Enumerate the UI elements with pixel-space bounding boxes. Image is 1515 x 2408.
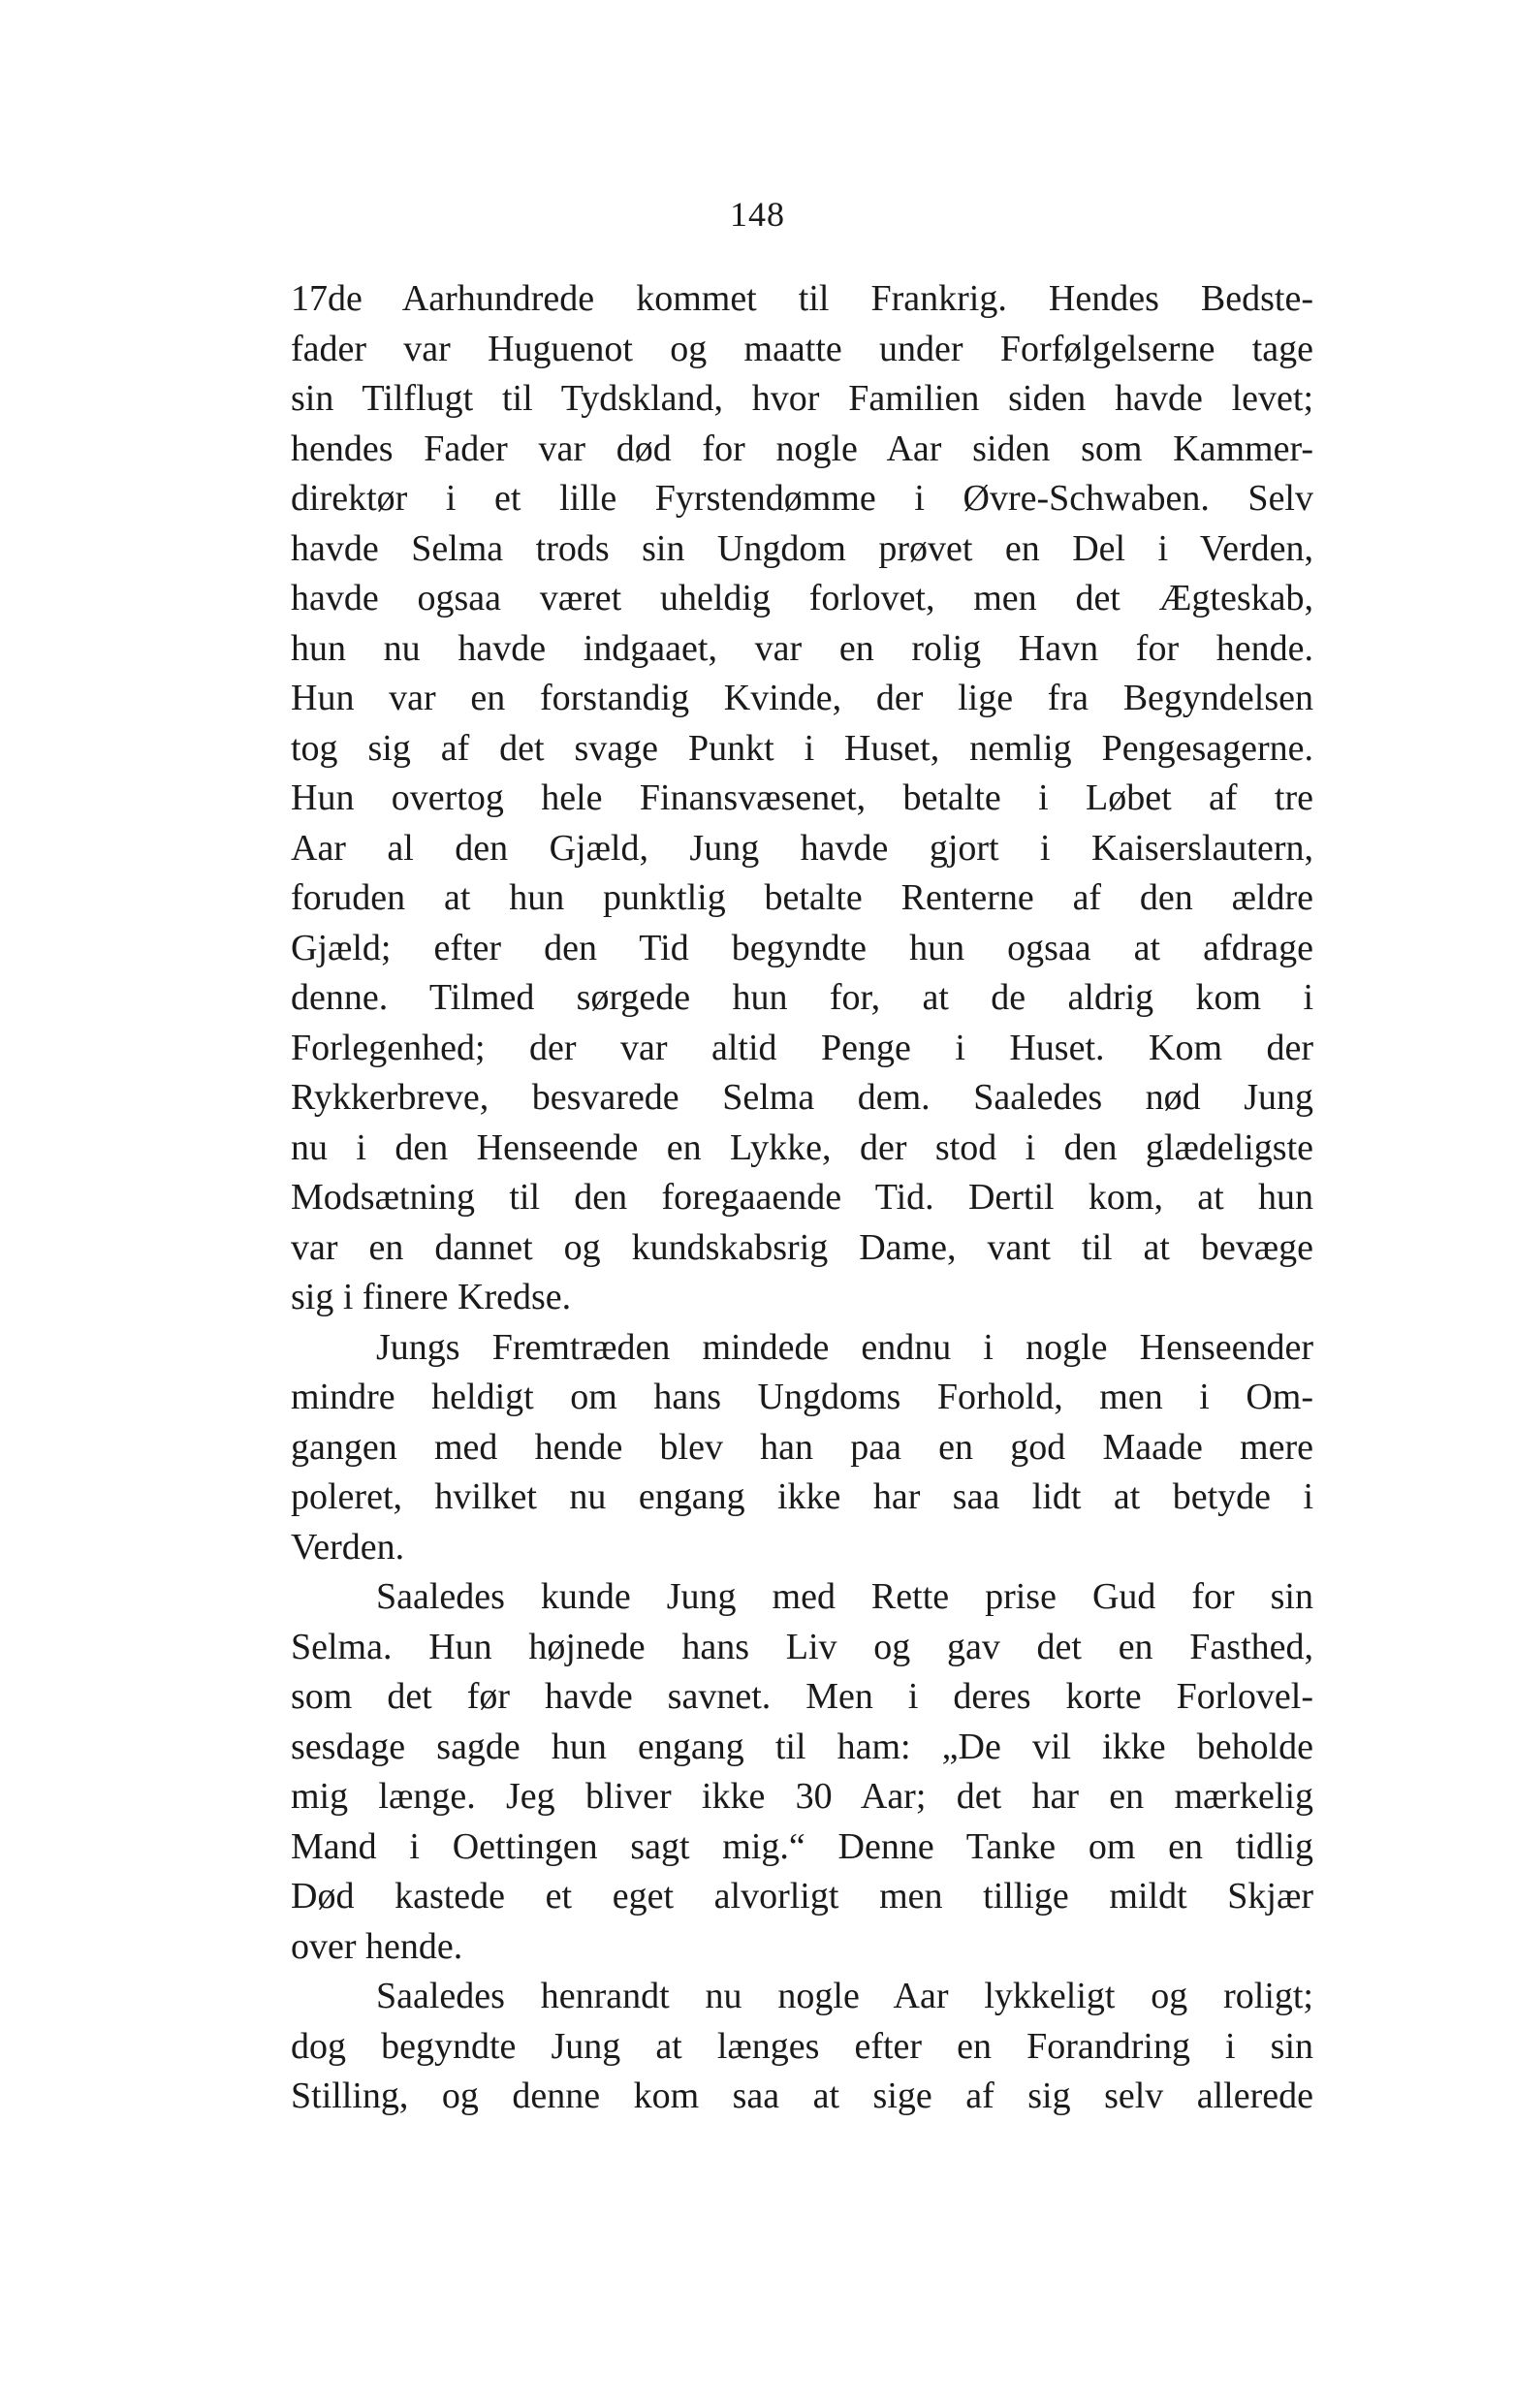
text-line: Saaledes kunde Jung med Rette prise Gud for sin bbox=[376, 1576, 1313, 1617]
text-line: nu i den Henseende en Lykke, der stod i den glædeligste bbox=[291, 1126, 1313, 1168]
text-line: sig i finere Kredse. bbox=[291, 1277, 572, 1317]
text-line: over hende. bbox=[291, 1925, 463, 1967]
text-line: havde ogsaa været uheldig forlovet, men det Ægteskab, bbox=[291, 578, 1313, 618]
body-text bbox=[291, 274, 1313, 2122]
text-line: denne. Tilmed sørgede hun for, at de aldrig kom i bbox=[291, 977, 1313, 1018]
text-line: Selma. Hun højnede hans Liv og gav det en Fasthed, bbox=[291, 1626, 1313, 1667]
text-line: Stilling, og denne kom saa at sige af sig selv allerede bbox=[291, 2075, 1313, 2116]
text-line: Mand i Oettingen sagt mig.“ Denne Tanke om en tidlig bbox=[291, 1825, 1313, 1867]
text-line: Verden. bbox=[291, 1526, 405, 1568]
text-line: Rykkerbreve, besvarede Selma dem. Saaledes nød Jung bbox=[291, 1077, 1313, 1118]
text-line: sesdage sagde hun engang til ham: „De vil ikke beholde bbox=[291, 1726, 1313, 1767]
text-line: Død kastede et eget alvorligt men tillige mildt Skjær bbox=[291, 1876, 1313, 1917]
text-line: 17de Aarhundrede kommet til Frankrig. Hendes Bedste- bbox=[291, 278, 1313, 319]
text-line: Hun overtog hele Finansvæsenet, betalte i Løbet af tre bbox=[291, 777, 1313, 818]
text-line: mindre heldigt om hans Ungdoms Forhold, men i Om- bbox=[291, 1377, 1313, 1417]
page-number: 148 bbox=[730, 195, 785, 234]
text-line: mig længe. Jeg bliver ikke 30 Aar; det har en mærkelig bbox=[291, 1776, 1313, 1817]
text-line: foruden at hun punktlig betalte Renterne af den ældre bbox=[291, 877, 1313, 918]
text-line: Saaledes henrandt nu nogle Aar lykkeligt og roligt; bbox=[376, 1976, 1313, 2016]
text-line: som det før havde savnet. Men i deres korte Forlovel- bbox=[291, 1676, 1313, 1717]
text-line: dog begyndte Jung at længes efter en Forandring i sin bbox=[291, 2025, 1313, 2067]
text-line: Modsætning til den foregaaende Tid. Dertil kom, at hun bbox=[291, 1177, 1313, 1218]
text-line: Aar al den Gjæld, Jung havde gjort i Kaiserslautern, bbox=[291, 827, 1313, 869]
text-line: poleret, hvilket nu engang ikke har saa lidt at betyde i bbox=[291, 1476, 1313, 1517]
text-line: tog sig af det svage Punkt i Huset, nemlig Pengesagerne. bbox=[291, 727, 1313, 769]
text-line: Forlegenhed; der var altid Penge i Huset. Kom der bbox=[291, 1027, 1313, 1068]
text-line: direktør i et lille Fyrstendømme i Øvre-Schwaben. Selv bbox=[291, 478, 1313, 519]
text-line: hendes Fader var død for nogle Aar siden som Kammer- bbox=[291, 428, 1313, 469]
text-line: Gjæld; efter den Tid begyndte hun ogsaa at afdrage bbox=[291, 927, 1313, 968]
text-line: Jungs Fremtræden mindede endnu i nogle Henseender bbox=[376, 1326, 1313, 1368]
text-line: var en dannet og kundskabsrig Dame, vant til at bevæge bbox=[291, 1226, 1313, 1268]
text-line: gangen med hende blev han paa en god Maade mere bbox=[291, 1426, 1313, 1468]
text-line: Hun var en forstandig Kvinde, der lige fra Begyndelsen bbox=[291, 678, 1313, 718]
text-line: fader var Huguenot og maatte under Forfølgelserne tage bbox=[291, 328, 1313, 369]
text-line: havde Selma trods sin Ungdom prøvet en Del i Verden, bbox=[291, 527, 1313, 569]
text-line: hun nu havde indgaaet, var en rolig Havn for hende. bbox=[291, 627, 1313, 669]
text-line: sin Tilflugt til Tydskland, hvor Familien siden havde levet; bbox=[291, 378, 1313, 419]
